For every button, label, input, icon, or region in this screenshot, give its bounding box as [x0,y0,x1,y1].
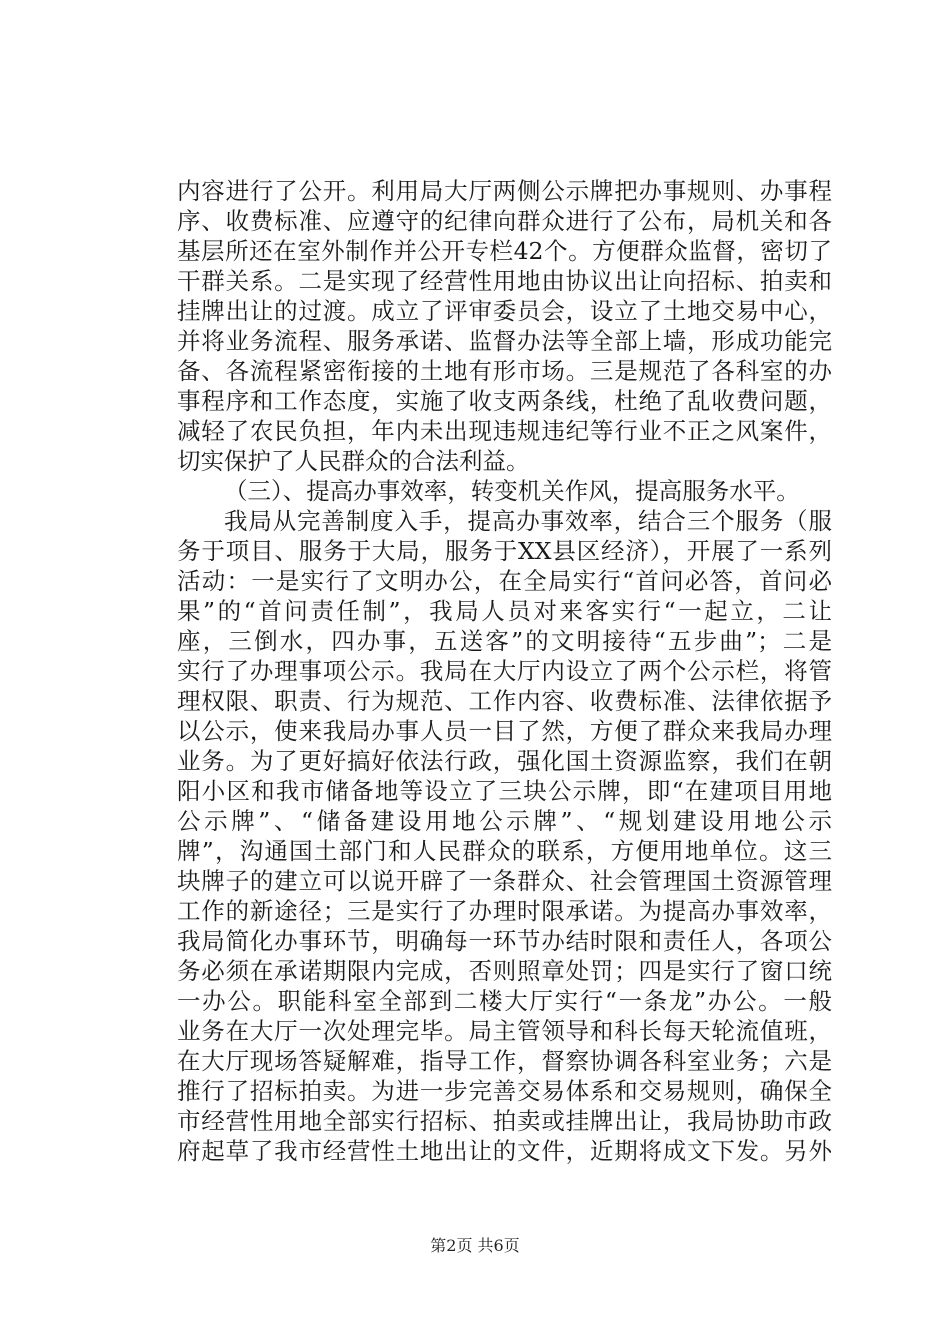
text-line: 务必须在承诺期限内完成，否则照章处罚；四是实行了窗口统 [177,957,832,985]
text-line: 切实保护了人民群众的合法利益。 [177,447,530,475]
page-number-footer: 第2页 共6页 [430,1236,520,1255]
text-line: 序、收费标准、应遵守的纪律向群众进行了公布，局机关和各 [177,207,832,235]
text-line: 阳小区和我市储备地等设立了三块公示牌，即“在建项目用地 [177,777,832,805]
text-line: 府起草了我市经营性土地出让的文件，近期将成文下发。另外 [177,1137,832,1165]
text-line: 以公示，使来我局办事人员一目了然，方便了群众来我局办理 [177,717,832,745]
text-line: 推行了招标拍卖。为进一步完善交易体系和交易规则，确保全 [177,1077,832,1105]
text-line: 实行了办理事项公示。我局在大厅内设立了两个公示栏，将管 [177,657,832,685]
text-line: 挂牌出让的过渡。成立了评审委员会，设立了土地交易中心， [177,297,832,325]
text-line: 备、各流程紧密衔接的土地有形市场。三是规范了各科室的办 [177,357,832,385]
text-line: 理权限、职责、行为规范、工作内容、收费标准、法律依据予 [177,687,832,715]
text-line: （三）、提高办事效率，转变机关作风，提高服务水平。 [224,477,800,505]
text-line: 活动：一是实行了文明办公，在全局实行“首问必答，首问必 [177,567,832,595]
text-line: 我局从完善制度入手，提高办事效率，结合三个服务（服 [224,507,832,535]
document-body [177,176,832,1166]
text-line: 工作的新途径；三是实行了办理时限承诺。为提高办事效率， [177,897,832,925]
text-line: 座，三倒水，四办事，五送客”的文明接待“五步曲”；二是 [177,627,832,655]
text-line: 牌”，沟通国土部门和人民群众的联系，方便用地单位。这三 [177,837,832,865]
text-line: 市经营性用地全部实行招标、拍卖或挂牌出让，我局协助市政 [177,1107,832,1135]
text-line: 内容进行了公开。利用局大厅两侧公示牌把办事规则、办事程 [177,177,832,205]
text-line: 干群关系。二是实现了经营性用地由协议出让向招标、拍卖和 [177,267,832,295]
text-line: 务于项目、服务于大局，服务于XX县区经济），开展了一系列 [177,537,832,565]
text-line: 减轻了农民负担，年内未出现违规违纪等行业不正之风案件， [177,417,832,445]
text-line: 基层所还在室外制作并公开专栏42个。方便群众监督，密切了 [177,237,832,265]
text-line: 业务在大厅一次处理完毕。局主管领导和科长每天轮流值班， [177,1017,832,1045]
text-line: 一办公。职能科室全部到二楼大厅实行“一条龙”办公。一般 [177,987,832,1015]
text-line: 事程序和工作态度，实施了收支两条线，杜绝了乱收费问题， [177,387,832,415]
text-line: 在大厅现场答疑解难，指导工作，督察协调各科室业务；六是 [177,1047,832,1075]
text-line: 公示牌”、“储备建设用地公示牌”、“规划建设用地公示 [177,807,832,835]
text-line: 果”的“首问责任制”，我局人员对来客实行“一起立，二让 [177,597,832,625]
text-line: 块牌子的建立可以说开辟了一条群众、社会管理国土资源管理 [177,867,832,895]
text-line: 业务。为了更好搞好依法行政，强化国土资源监察，我们在朝 [177,747,832,775]
text-line: 并将业务流程、服务承诺、监督办法等全部上墙，形成功能完 [177,327,832,355]
text-line: 我局简化办事环节，明确每一环节办结时限和责任人，各项公 [177,927,832,955]
